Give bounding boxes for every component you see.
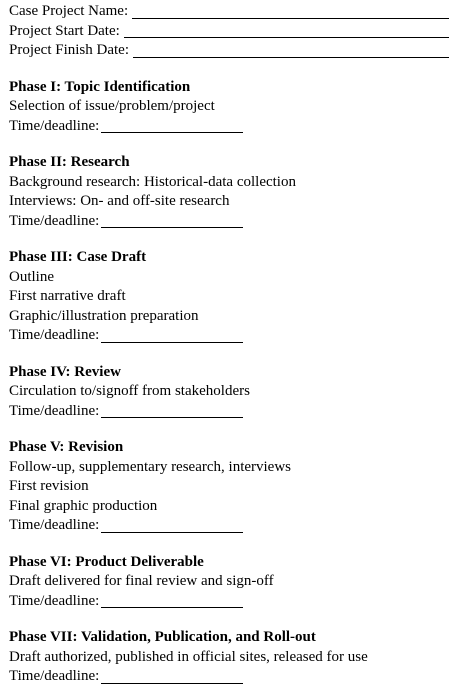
- phase-5-section: [9, 438, 449, 536]
- phase-7-item: Draft authorized, published in official sites, released for use: [9, 648, 368, 665]
- case-project-form: [9, 2, 449, 687]
- phase-4-deadline-field[interactable]: [101, 402, 243, 418]
- phase-5-deadline-label: Time/deadline:: [9, 517, 100, 533]
- phase-3-deadline-row: [9, 326, 449, 346]
- case-project-name-label: Case Project Name:: [9, 3, 129, 19]
- phase-3-deadline-label: Time/deadline:: [9, 327, 100, 343]
- project-start-date-label: Project Start Date:: [9, 22, 120, 39]
- phase-2-title: Phase II: Research: [9, 154, 130, 170]
- phase-3-item: First narrative draft: [9, 288, 126, 304]
- project-finish-date-row: [9, 41, 449, 61]
- phase-1-deadline-label: Time/deadline:: [9, 117, 100, 134]
- phase-7-deadline-field[interactable]: [101, 668, 243, 684]
- phase-6-section: [9, 553, 449, 612]
- phase-4-section: [9, 363, 449, 422]
- phase-2-section: [9, 153, 449, 231]
- phase-3-deadline-field[interactable]: [101, 327, 243, 343]
- phase-7-section: [9, 628, 449, 687]
- phase-3-item: Outline: [9, 268, 54, 285]
- phase-6-item: Draft delivered for final review and sign-off: [9, 573, 274, 589]
- phase-2-item: Background research: Historical-data collection: [9, 173, 296, 190]
- phase-4-item: Circulation to/signoff from stakeholders: [9, 383, 250, 399]
- phase-1-deadline-row: [9, 117, 449, 137]
- project-finish-date-field[interactable]: [133, 42, 449, 58]
- phase-3-item: Graphic/illustration preparation: [9, 307, 199, 324]
- phase-7-deadline-row: [9, 667, 449, 687]
- phase-6-deadline-row: [9, 592, 449, 612]
- project-start-date-row: [9, 22, 449, 42]
- phase-4-title: Phase IV: Review: [9, 363, 121, 380]
- phase-5-item: Final graphic production: [9, 497, 158, 514]
- phase-2-deadline-field[interactable]: [101, 212, 243, 228]
- phase-5-deadline-row: [9, 516, 449, 536]
- phase-3-section: [9, 248, 449, 346]
- phase-1-section: [9, 78, 449, 137]
- phase-1-item: Selection of issue/problem/project: [9, 98, 215, 114]
- case-project-name-field[interactable]: [132, 3, 449, 19]
- phase-6-deadline-field[interactable]: [101, 592, 243, 608]
- phase-3-title: Phase III: Case Draft: [9, 249, 147, 265]
- project-finish-date-label: Project Finish Date:: [9, 42, 129, 58]
- phase-5-deadline-field[interactable]: [101, 517, 243, 533]
- phase-2-deadline-row: [9, 212, 449, 232]
- phase-6-deadline-label: Time/deadline:: [9, 592, 100, 609]
- phase-7-deadline-label: Time/deadline:: [9, 668, 100, 684]
- phase-5-item: First revision: [9, 478, 89, 494]
- project-start-date-field[interactable]: [124, 22, 449, 38]
- phase-4-deadline-label: Time/deadline:: [9, 402, 100, 419]
- phase-4-deadline-row: [9, 402, 449, 422]
- case-project-name-row: [9, 2, 449, 22]
- phase-5-title: Phase V: Revision: [9, 439, 124, 455]
- phase-2-item: Interviews: On- and off-site research: [9, 193, 230, 209]
- phase-1-title: Phase I: Topic Identification: [9, 78, 191, 95]
- phase-7-title: Phase VII: Validation, Publication, and Roll-out: [9, 629, 316, 645]
- phase-5-item: Follow-up, supplementary research, interviews: [9, 458, 292, 475]
- phase-1-deadline-field[interactable]: [101, 117, 243, 133]
- phase-6-title: Phase VI: Product Deliverable: [9, 553, 204, 570]
- phase-2-deadline-label: Time/deadline:: [9, 212, 100, 229]
